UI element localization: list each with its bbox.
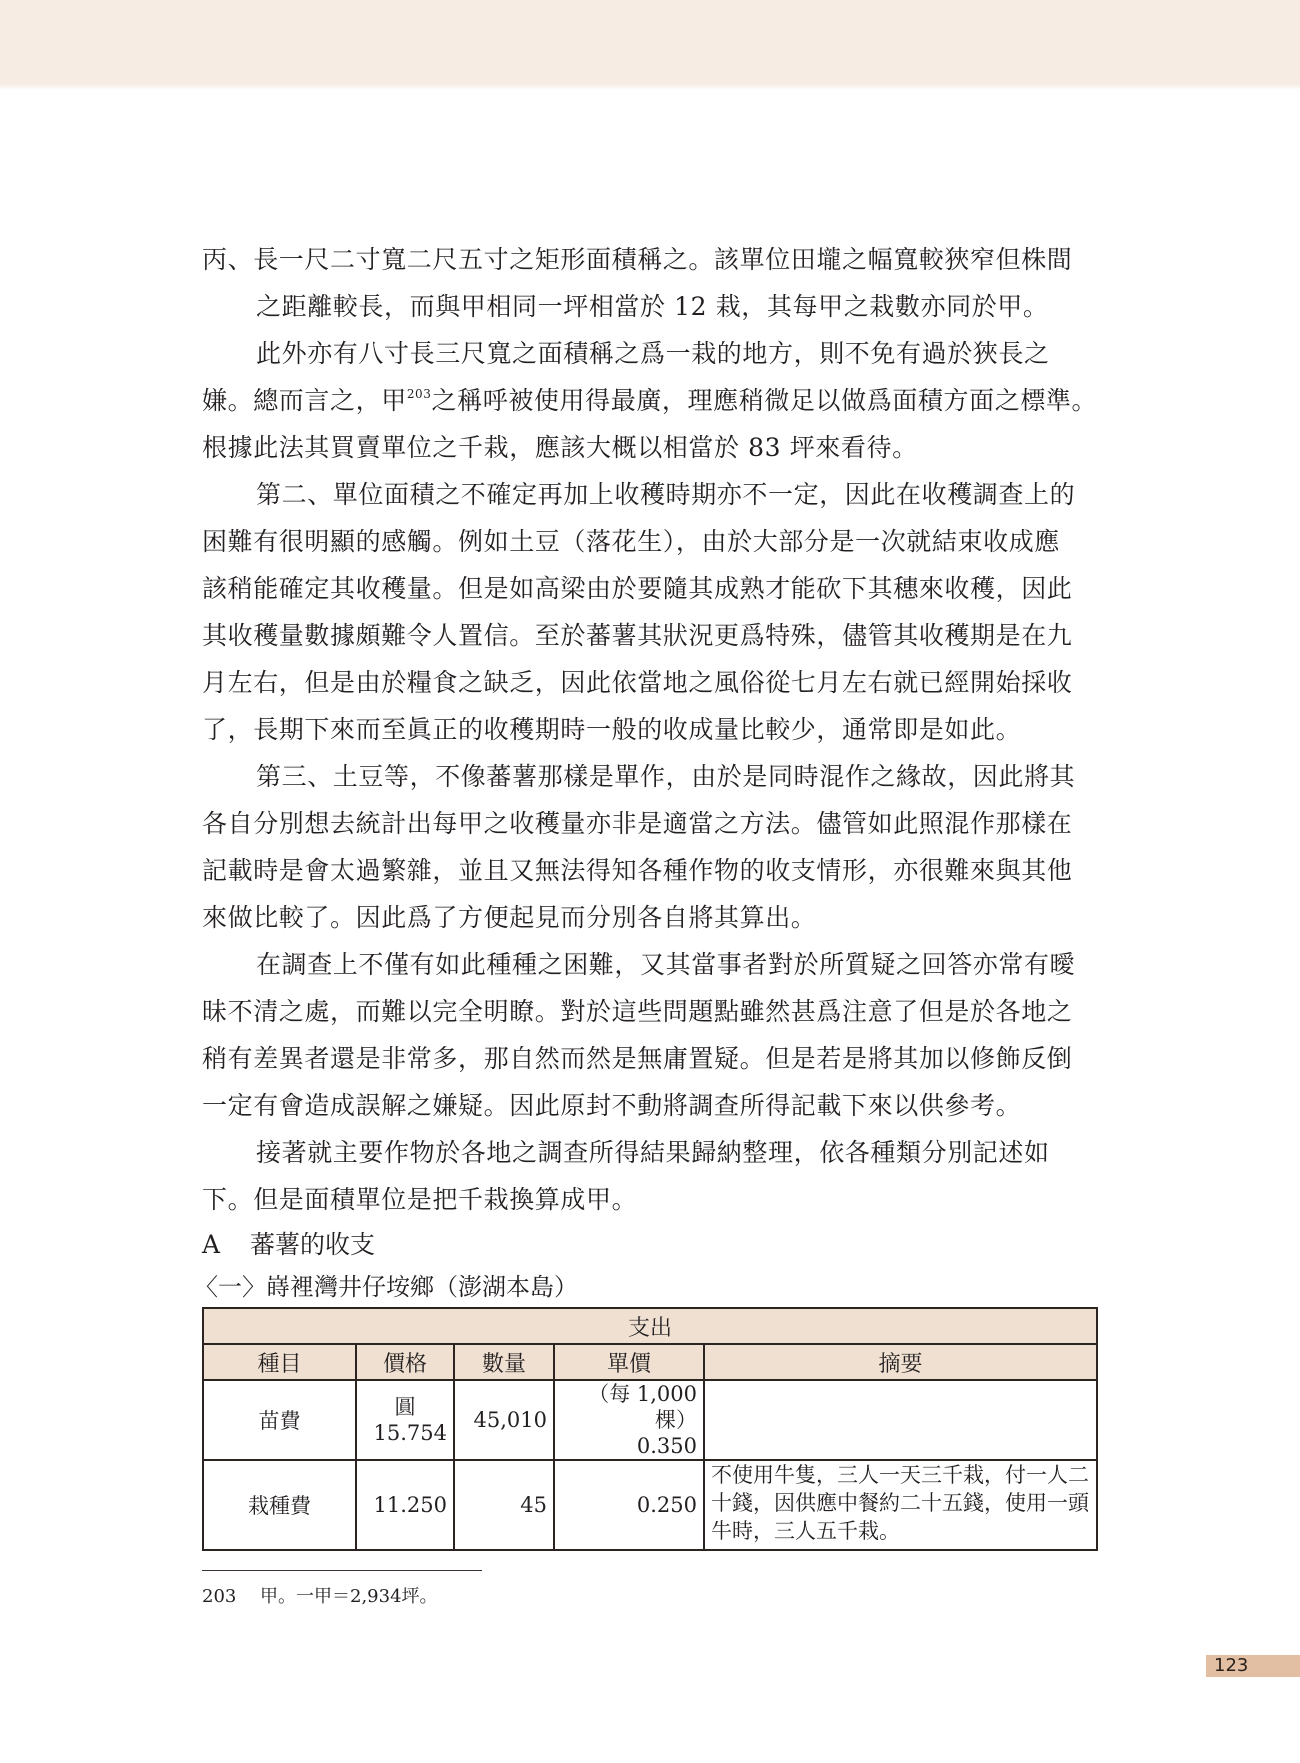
- body-text: [194, 236, 1098, 1309]
- paragraph-line: 各自分別想去統計出每甲之收穫量亦非是適當之方法。儘管如此照混作那樣在: [202, 809, 1073, 838]
- paragraph-line: 在調查上不僅有如此種種之困難，又其當事者對於所質疑之回答亦常有曖: [256, 950, 1076, 979]
- section-letter: A: [202, 1230, 221, 1259]
- column-header: 單價: [554, 1344, 704, 1380]
- item-cell: 苗費: [203, 1380, 356, 1460]
- unit-price-note: （每 1,000 棵）: [588, 1382, 697, 1432]
- sub-heading: 〈一〉嵵裡灣井仔垵鄉（澎湖本島）: [194, 1273, 578, 1301]
- footnote-text: 甲。一甲＝2,934坪。: [260, 1586, 438, 1607]
- paragraph-line: 丙、長一尺二寸寬二尺五寸之矩形面積稱之。該單位田壠之幅寬較狹窄但株間: [202, 245, 1073, 274]
- paragraph-line: 了，長期下來而至眞正的收穫期時一般的收成量比較少，通常即是如此。: [202, 715, 1022, 744]
- section-title: 蕃薯的收支: [250, 1230, 376, 1259]
- page-number: 123: [1206, 1655, 1300, 1677]
- paragraph-line: 一定有會造成誤解之嫌疑。因此原封不動將調查所得記載下來以供參考。: [202, 1091, 1022, 1120]
- column-header: 價格: [356, 1344, 454, 1380]
- paragraph-line: 月左右，但是由於糧食之缺乏，因此依當地之風俗從七月左右就已經開始採收: [202, 668, 1073, 697]
- footnote: [202, 1582, 438, 1608]
- unit-price-cell: 0.250: [554, 1460, 704, 1550]
- paragraph-line: 昧不清之處，而難以完全明瞭。對於這些問題點雖然甚爲注意了但是於各地之: [202, 997, 1073, 1026]
- column-header: 摘要: [704, 1344, 1097, 1380]
- section-heading: [202, 1223, 1098, 1267]
- currency-unit: 圓: [394, 1395, 416, 1419]
- paragraph-line: 接著就主要作物於各地之調查所得結果歸納整理，依各種類分別記述如: [256, 1138, 1050, 1167]
- footnote-reference[interactable]: 203: [406, 387, 432, 401]
- paragraph-line: 第三、土豆等，不像蕃薯那樣是單作，由於是同時混作之緣故，因此將其: [256, 762, 1076, 791]
- paragraph-line: 其收穫量數據頗難令人置信。至於蕃薯其狀況更爲特殊，儘管其收穫期是在九: [202, 621, 1073, 650]
- price-value: 15.754: [373, 1421, 447, 1445]
- unit-price-cell: [554, 1380, 704, 1460]
- paragraph-line: 稍有差異者還是非常多，那自然而然是無庸置疑。但是若是將其加以修飾反倒: [202, 1044, 1073, 1073]
- quantity-cell: 45: [454, 1460, 554, 1550]
- table-caption: 支出: [203, 1308, 1097, 1344]
- paragraph-line: 困難有很明顯的感觸。例如土豆（落花生），由於大部分是一次就結束收成應: [202, 527, 1060, 556]
- price-cell: 11.250: [356, 1460, 454, 1550]
- column-header: 數量: [454, 1344, 554, 1380]
- paragraph-line: 該稍能確定其收穫量。但是如高梁由於要隨其成熟才能砍下其穗來收穫，因此: [202, 574, 1073, 603]
- paragraph-line: 來做比較了。因此爲了方便起見而分別各自將其算出。: [202, 903, 817, 932]
- paragraph-line: 記載時是會太過繁雜，並且又無法得知各種作物的收支情形，亦很難來與其他: [202, 856, 1073, 885]
- price-cell: [356, 1380, 454, 1460]
- text-segment: 之稱呼被使用得最廣，理應稍微足以做爲面積方面之標準。: [431, 386, 1098, 415]
- summary-cell: [704, 1380, 1097, 1460]
- item-cell: 栽種費: [203, 1460, 356, 1550]
- paragraph-line: 下。但是面積單位是把千栽換算成甲。: [202, 1185, 638, 1214]
- table-row: [203, 1380, 1097, 1460]
- top-decorative-band: [0, 0, 1300, 84]
- column-header: 種目: [203, 1344, 356, 1380]
- unit-price-value: 0.350: [636, 1434, 697, 1458]
- footnote-divider: [202, 1570, 482, 1571]
- table-row: [203, 1460, 1097, 1550]
- text-segment: 嫌。總而言之，甲: [202, 386, 407, 415]
- footnote-number: 203: [202, 1586, 237, 1607]
- paragraph-line: 此外亦有八寸長三尺寬之面積稱之爲一栽的地方，則不免有過於狹長之: [256, 339, 1050, 368]
- paragraph-line-with-footnote: [202, 377, 1098, 424]
- paragraph-line: 第二、單位面積之不確定再加上收穫時期亦不一定，因此在收穫調查上的: [256, 480, 1076, 509]
- summary-cell: 不使用牛隻，三人一天三千栽，付一人二十錢，因供應中餐約二十五錢，使用一頭牛時，三人五千栽。: [704, 1460, 1097, 1550]
- expense-table: [202, 1307, 1098, 1551]
- quantity-cell: 45,010: [454, 1380, 554, 1460]
- paragraph-line: 之距離較長，而與甲相同一坪相當於 12 栽，其每甲之栽數亦同於甲。: [256, 292, 1049, 321]
- paragraph-line: 根據此法其買賣單位之千栽，應該大概以相當於 83 坪來看待。: [202, 433, 918, 462]
